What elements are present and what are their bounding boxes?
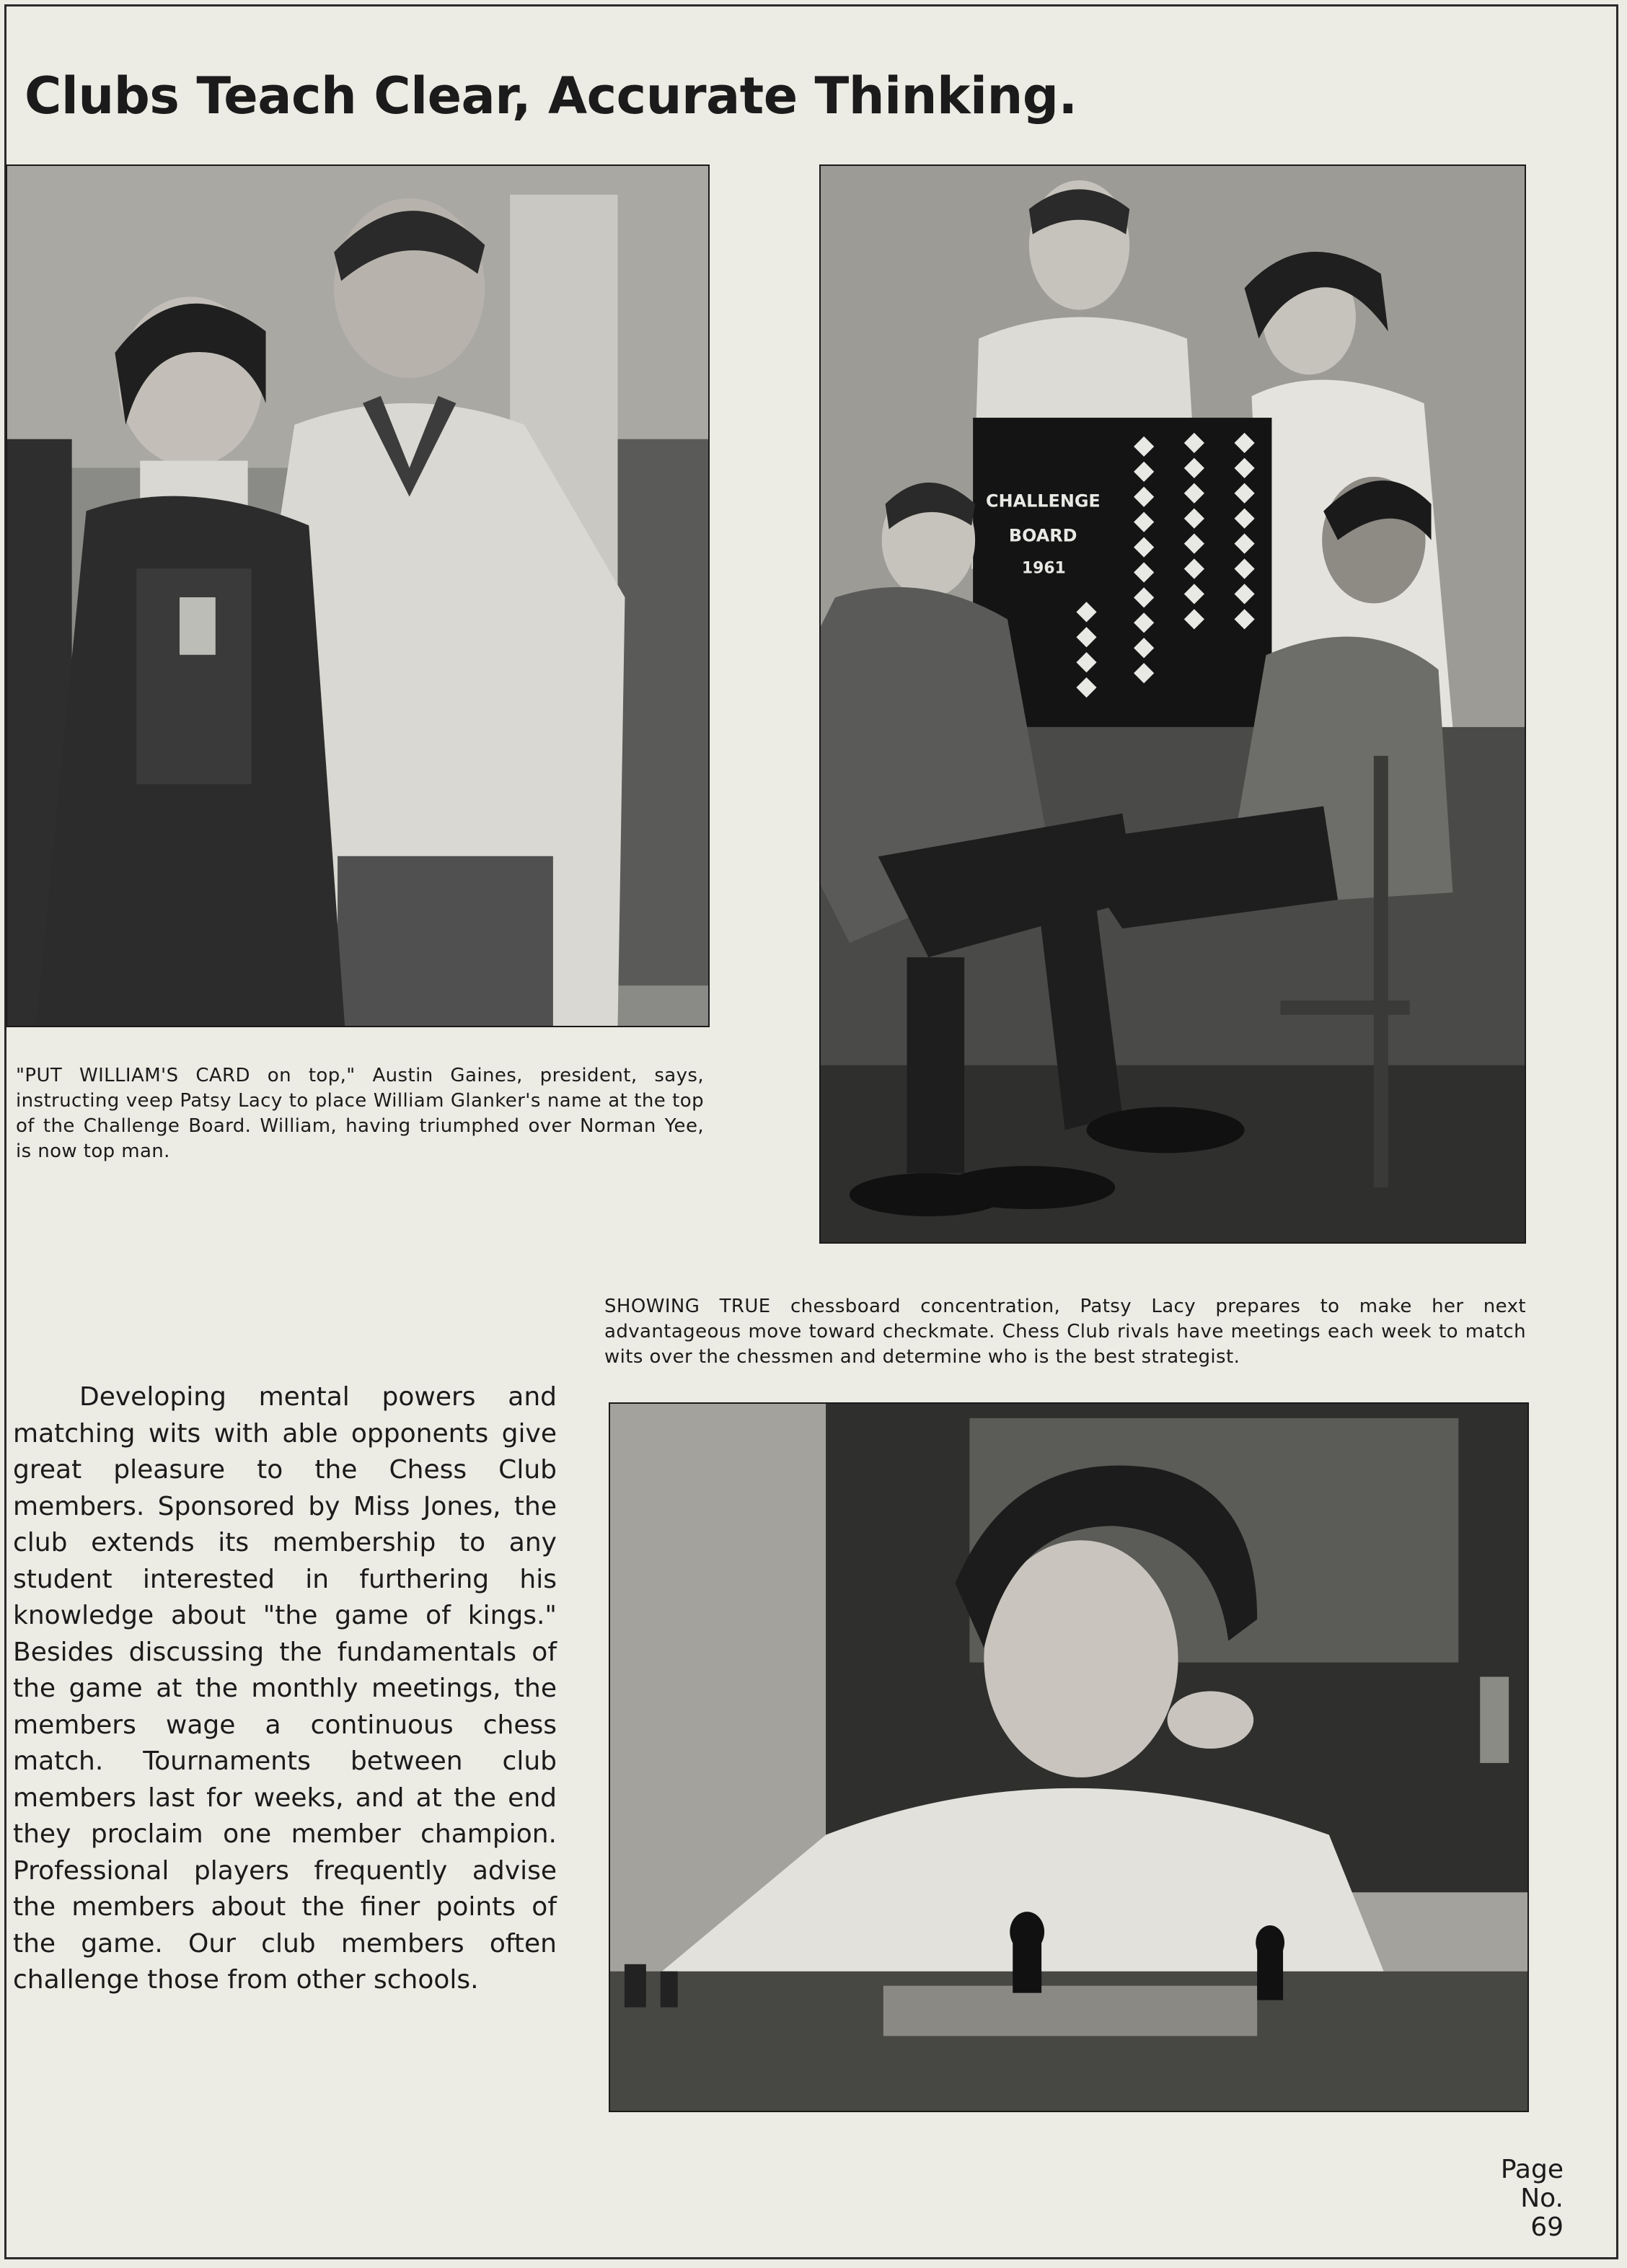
page-number-value: 69	[1530, 2212, 1564, 2242]
board-text-year: 1961	[1021, 559, 1066, 578]
photo-challenge-board-group-image	[821, 166, 1525, 1242]
page-number-abbrev: No.	[1520, 2184, 1564, 2213]
caption-top-left-lead: "PUT WILLIAM'S CARD	[16, 1065, 250, 1086]
article-body: Developing mental powers and matching wits with able opponents give great pleasure to the Chess Club members. Sponsored by Miss Jones, the club extends its membership to any student interested in furthering his knowledge about "the game of kings." Besides discussing the fundamentals of the game at the monthly meetings, the members wage a continuous chess match. Tournaments between club members last for weeks, and at the end they proclaim one member champion. Professional players frequently advise the members about the finer points of the game. Our club members often challenge those from other schools.	[13, 1382, 557, 1995]
photo-students-at-board-image	[7, 166, 708, 1026]
page-number-label: Page	[1500, 2155, 1564, 2184]
caption-bottom-right	[604, 1294, 1526, 1370]
photo-students-at-board	[6, 164, 710, 1027]
photo-chess-concentration	[609, 1402, 1529, 2112]
caption-bottom-right-lead: SHOWING TRUE	[604, 1296, 771, 1317]
board-text-challenge: CHALLENGE	[986, 491, 1101, 511]
board-text-board: BOARD	[1008, 525, 1077, 546]
photo-challenge-board-group	[819, 164, 1526, 1244]
caption-bottom-right-text: chessboard concentration, Patsy Lacy prepares to make her next advantageous move toward checkmate. Chess Club rivals have meetings each week to match wits over the chessmen and determine who is the best strategist.	[604, 1296, 1526, 1368]
caption-top-left-text: on top," Austin Gaines, president, says, instructing veep Patsy Lacy to place William Glanker's name at the top of the Challenge Board. William, having triumphed over Norman Yee, is now top man.	[16, 1065, 705, 1162]
page-number	[1419, 2155, 1564, 2242]
caption-top-left	[16, 1063, 704, 1164]
page-title: Clubs Teach Clear, Accurate Thinking.	[25, 66, 1077, 126]
photo-chess-concentration-image	[610, 1404, 1527, 2111]
